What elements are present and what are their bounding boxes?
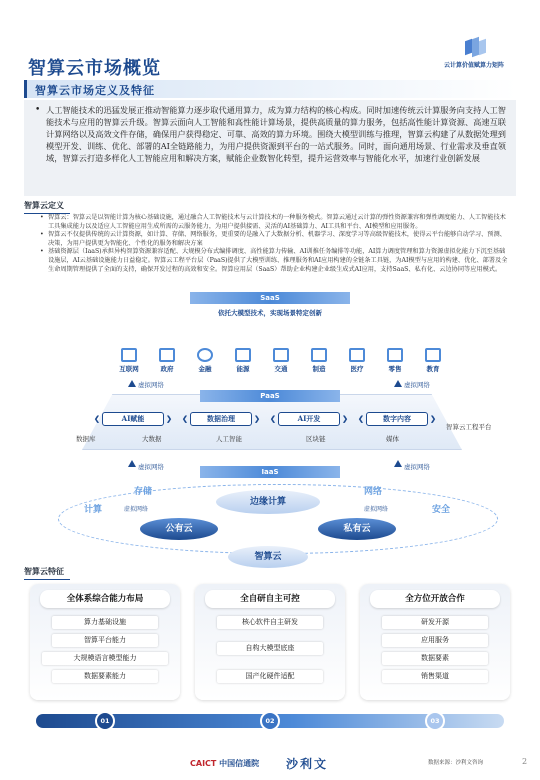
virtual-network-label: 虚拟网络 [124,506,149,513]
intro-paragraph: • 人工智能技术的迅猛发展正推动智能算力逐步取代通用算力，成为算力结构的核心构成。同时加速传统云计算服务向支持人工智能技术与应用的智算云升级。智算云面向人工智能和高性能计算场景，提供高质量的算力服务，包括高性能计算资源、高速互联计算网络以及高效文件存储，确保用户获得稳定、可靠、高效的算力环境。围绕大模型训练与推理，智算云构建了从数据处理到模型开发、训练、优化、部署的AI全链路能力，为用户提供资源到平台的一站式服务。同时，面向通用场景、行业需求及垂直领域，智算云打造多样化人工智能应用和解决方案，赋能企业数智化转型，提升运营效率与智能化水平，加速行业创新发展 [24,100,516,196]
paas-pill: ❮ 数据治理 ❯ [190,412,252,426]
private-cloud: 私有云 [318,518,396,540]
paas-item: 大数据 [142,435,162,443]
step-node: 02 [260,711,280,731]
page-number: 2 [522,757,528,766]
logo-caption: 云计算价值赋算力矩阵 [443,62,504,69]
feature-item: 自构大模型底座 [217,642,323,655]
feature-title: 全方位开放合作 [370,590,500,608]
step-node: 03 [425,711,445,731]
source-note: 数据来源：沙利文咨询 [428,760,484,766]
storage-label: 存储 [134,487,153,497]
iaas-bar: IaaS [200,466,340,478]
globe-icon [121,348,137,362]
industry-medical: 医疗 [340,348,374,373]
factory-icon [311,348,327,362]
paas-item: 数据库 [76,435,96,443]
paas-pill: ❮ 数字内容 ❯ [366,412,428,426]
industry-manufacturing: 制造 [302,348,336,373]
virtual-network-label: 虚拟网络 [404,463,430,471]
virtual-network-label: 虚拟网络 [364,506,389,513]
industry-transport: 交通 [264,348,298,373]
coin-icon [197,348,213,362]
feature-item: 销售渠道 [382,670,488,683]
feature-title: 全自研自主可控 [205,590,335,608]
caict-logo: CAICT 中国信通院 [190,759,260,768]
step-node: 01 [95,711,115,731]
saas-bar: SaaS [190,292,350,304]
section-title: 智算云市场定义及特征 [35,84,155,97]
feature-item: 智算平台能力 [52,634,158,647]
industry-energy: 能源 [226,348,260,373]
paas-item: 区块链 [306,435,326,443]
features-heading: 智算云特征 [24,566,64,576]
features-section [30,584,510,734]
industry-retail: 零售 [378,348,412,373]
feature-item: 数据要素能力 [52,670,158,683]
paas-item: 媒体 [386,435,399,443]
virtual-network-label: 虚拟网络 [138,381,164,389]
feature-card [195,584,345,700]
building-icon [159,348,175,362]
cube-icon [463,36,485,58]
feature-item: 大规模语言模型能力 [42,652,168,665]
feature-item: 核心软件自主研发 [217,616,323,629]
definition-item: • 基础资源层（IaaS)承担异构智算资源兼容适配、大规模分布式编排调度、高性能算力传输、AI训推任务编排等功能，AI算力调度管理和算力资源虚拟化能力下沉至基础设施层，AI云基础设施能力日益稳定。智算云工程平台层（PaaS)提供了大模型训练、推理服务和AI应用构建的全链条工具链，为AI模型与应用的构建、优化、部署及全生命周期管理提供了全面的支持，确保开发过程的高效和安全。智算应用层（SaaS）帮助企业构建企业级生成式AI应用，支持SaaS、私有化、云边协同等应用模式。 [40,248,508,274]
page-title: 智算云市场概览 [28,58,161,79]
brand-logo [434,36,514,74]
industry-finance: 金融 [188,348,222,373]
feature-item: 数据要素 [382,652,488,665]
industry-government: 政府 [150,348,184,373]
arrow-up-icon [394,460,402,467]
industry-internet: 互联网 [112,348,146,373]
bus-icon [273,348,289,362]
feature-item: 算力基础设施 [52,616,158,629]
shopping-bag-icon [387,348,403,362]
network-label: 网络 [364,487,383,497]
arrow-up-icon [394,380,402,387]
paas-pill: ❮ AI开发 ❯ [278,412,340,426]
feature-item: 研发开源 [382,616,488,629]
feature-item: 应用服务 [382,634,488,647]
footer [0,754,540,776]
feature-card [360,584,510,700]
feature-item: 国产化硬件适配 [217,670,323,683]
frost-sullivan-logo: 沙利文 [286,757,329,771]
section-header [24,80,516,98]
definition-heading: 智算云定义 [24,200,64,210]
virtual-network-label: 虚拟网络 [138,463,164,471]
book-icon [425,348,441,362]
compute-label: 计算 [84,505,103,515]
paas-pill: ❮ AI赋能 ❯ [102,412,164,426]
hospital-icon [349,348,365,362]
core-cloud: 智算云 [228,546,308,568]
security-label: 安全 [432,505,451,515]
paas-item: 人工智能 [216,435,242,443]
saas-caption: 依托大模型技术，实现场景特定创新 [218,309,322,317]
arrow-up-icon [128,460,136,467]
industry-education: 教育 [416,348,450,373]
virtual-network-label: 虚拟网络 [404,381,430,389]
feature-card [30,584,180,700]
arrow-up-icon [128,380,136,387]
platform-label: 智算云工程平台 [446,423,492,431]
public-cloud: 公有云 [140,518,218,540]
feature-title: 全体系综合能力布局 [40,590,170,608]
edge-computing-cloud: 边缘计算 [216,490,320,514]
paas-bar: PaaS [200,390,340,402]
lightning-icon [235,348,251,362]
architecture-diagram [40,292,516,572]
definition-item: • 智算云不仅提供传统的云计算资源，如计算、存储、网络服务，更重要的是融入了大数据分析、机器学习、深度学习等高级智能技术，使得云平台能够自动学习、预测、决策，为用户提供更为智能化、个性化的服务和解决方案 [40,231,508,248]
definition-list [40,214,508,274]
definition-item: • 智算云：智算云是以智能计算为核心基础设施，通过融合人工智能技术与云计算技术的一种服务模式。智算云通过云计算的弹性资源兼容和弹性调度能力、人工智能技术工具集成能力以及适应人工智能应用生成所需的云服务能力，为用户提供接需、灵活的AI基础算力、AI工具和平台、AI模型和应用服务。 [40,214,508,231]
